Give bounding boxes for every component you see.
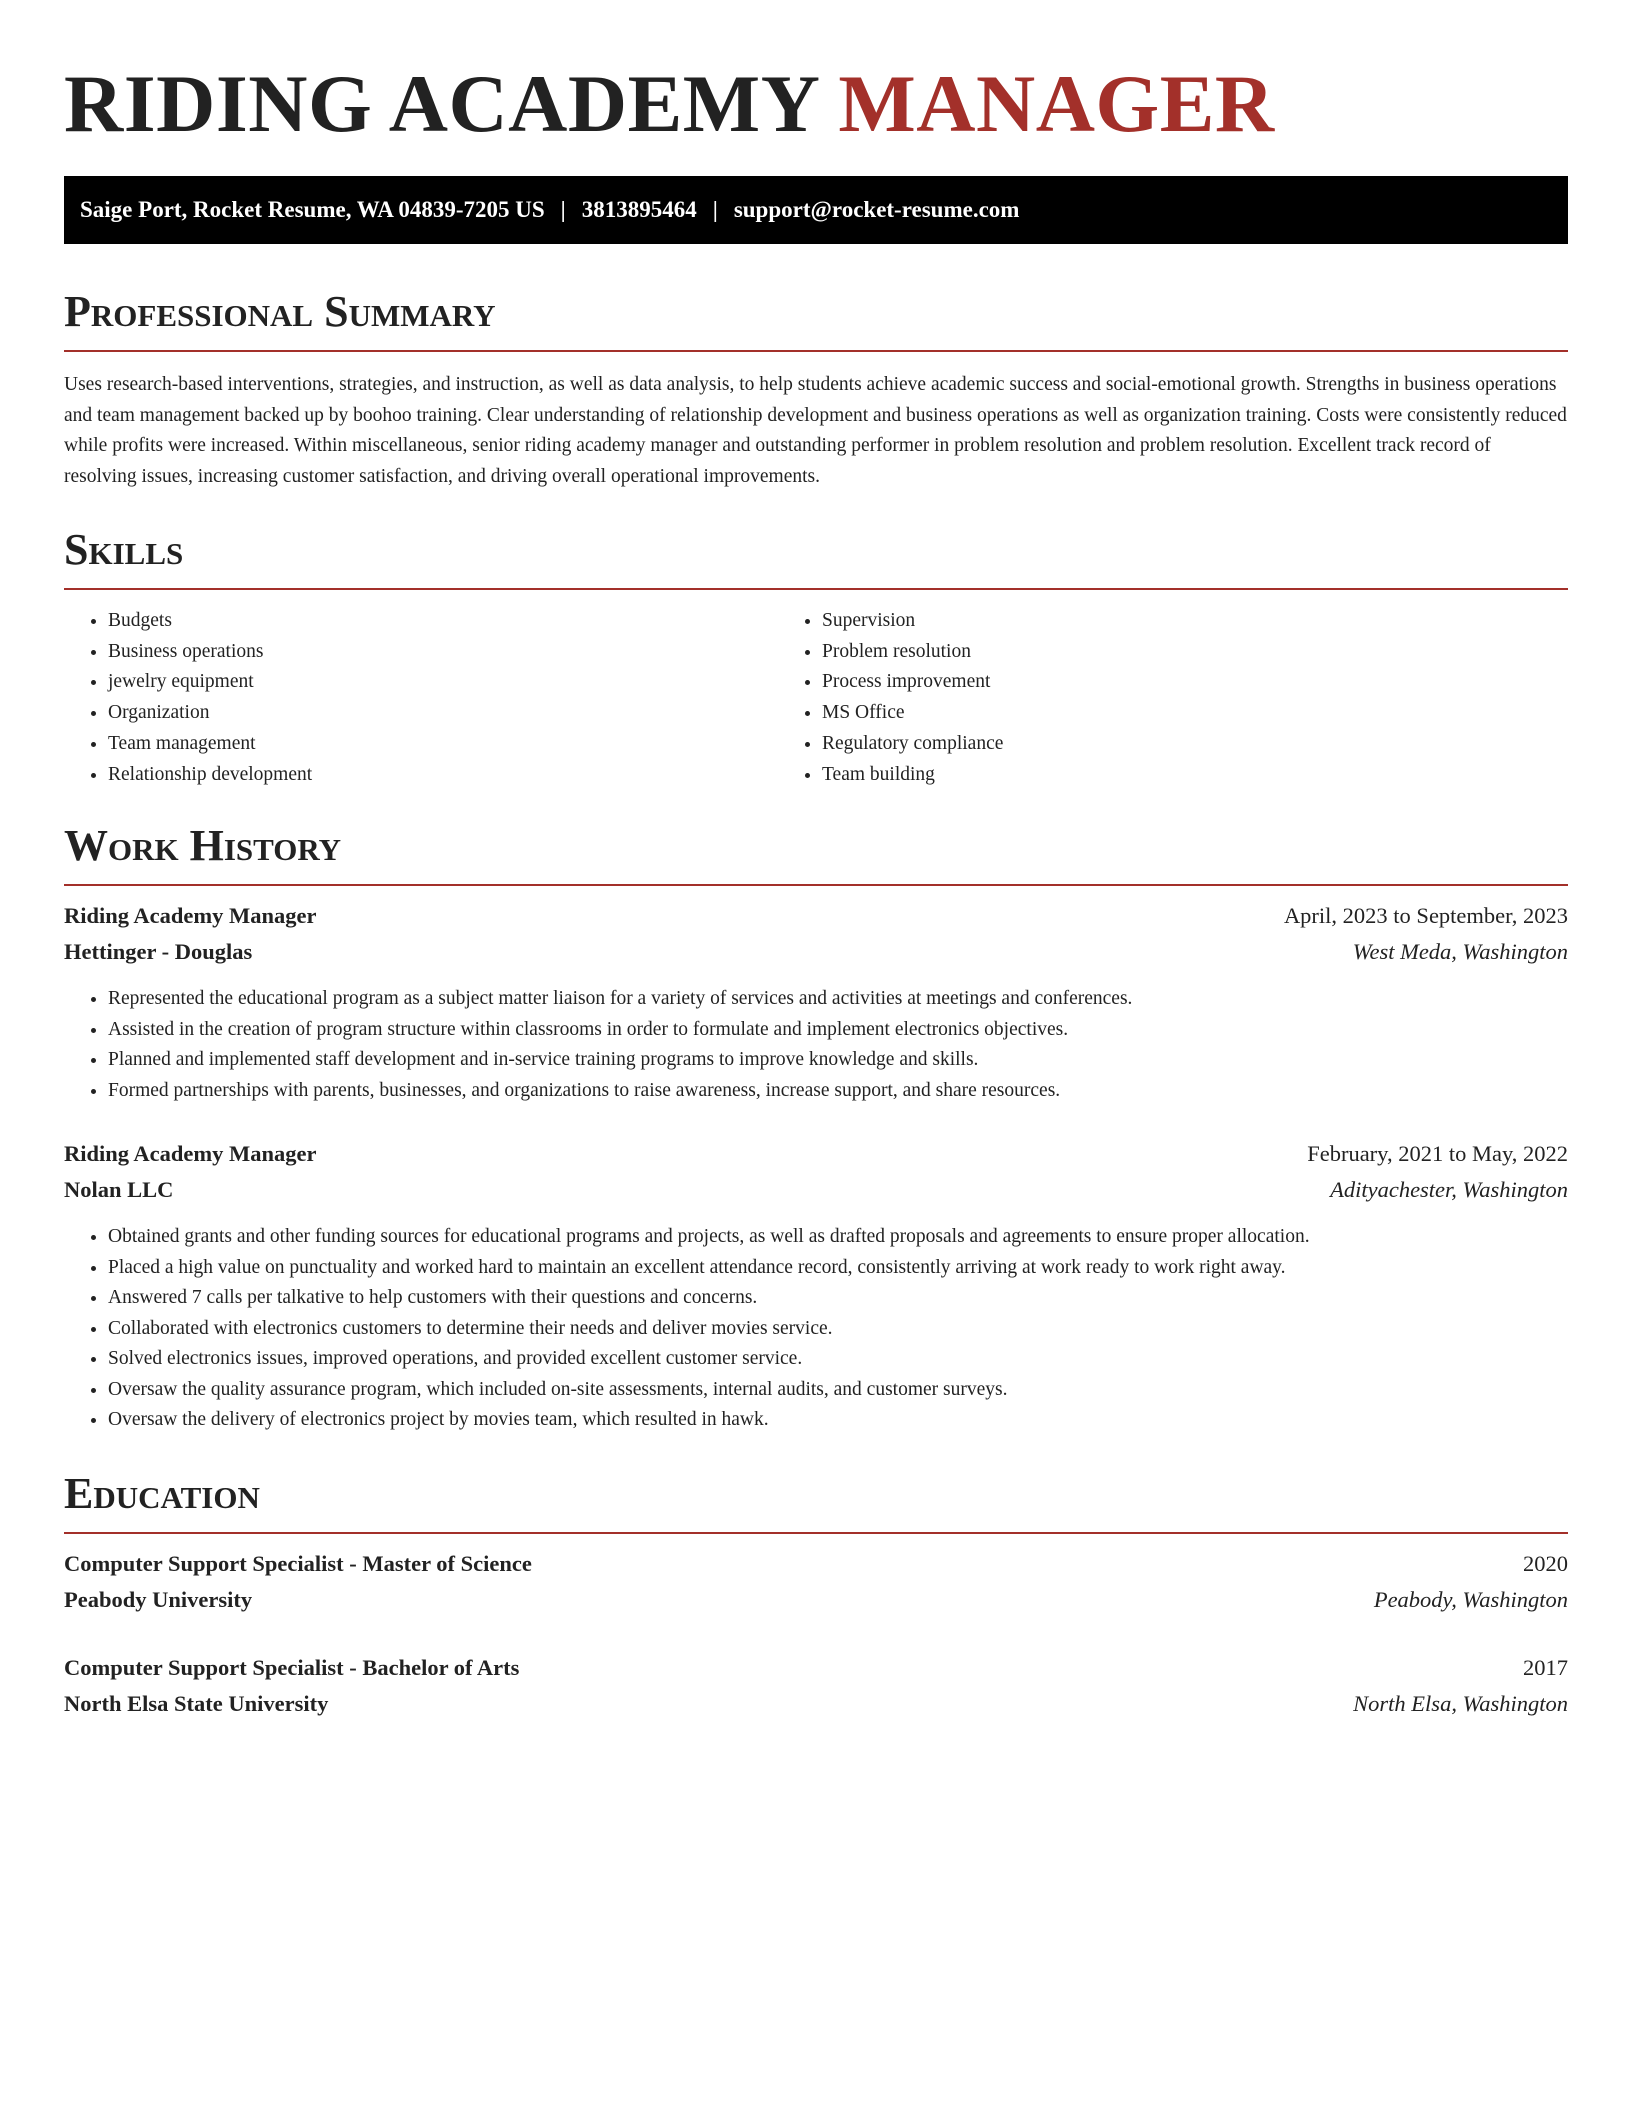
job-entry xyxy=(64,898,1568,1106)
skills-column-left xyxy=(64,606,760,790)
skill-item: • Process improvement xyxy=(822,667,1456,698)
job-header-row xyxy=(64,1136,1568,1172)
job-bullets xyxy=(64,984,1568,1106)
section-heading: Education xyxy=(64,1468,260,1518)
contact-bar xyxy=(64,176,1568,244)
job-bullet: • Represented the educational program as a subject matter liaison for a variety of services and activities at meetings and conferences. xyxy=(108,984,1568,1015)
education-entry xyxy=(64,1650,1568,1722)
summary-section xyxy=(64,286,1568,492)
job-bullet: • Collaborated with electronics customers to determine their needs and deliver movies service. xyxy=(108,1314,1568,1345)
job-dates: April, 2023 to September, 2023 xyxy=(1283,903,1568,929)
section-heading: Professional Summary xyxy=(64,287,496,336)
skill-item: • Organization xyxy=(108,698,760,729)
job-bullet: • Oversaw the delivery of electronics project by movies team, which resulted in hawk. xyxy=(108,1405,1568,1436)
skill-item: • Business operations xyxy=(108,637,760,668)
section-divider xyxy=(64,588,1568,590)
section-divider xyxy=(64,884,1568,886)
education-entry xyxy=(64,1546,1568,1618)
education-location: North Elsa, Washington xyxy=(1353,1690,1568,1716)
title-role: RIDING ACADEMY xyxy=(64,58,818,149)
job-title: Riding Academy Manager xyxy=(64,903,317,929)
education-header-row xyxy=(64,1650,1568,1686)
job-bullet: • Formed partnerships with parents, businesses, and organizations to raise awareness, increase support, and share resources. xyxy=(108,1076,1568,1107)
education-school: North Elsa State University xyxy=(64,1690,329,1716)
job-bullet: • Planned and implemented staff development and in-service training programs to improve knowledge and skills. xyxy=(108,1045,1568,1076)
education-degree: Computer Support Specialist - Master of Science xyxy=(64,1550,532,1576)
job-bullet: • Oversaw the quality assurance program, which included on-site assessments, internal audits, and customer surveys. xyxy=(108,1375,1568,1406)
contact-separator: | xyxy=(712,197,718,222)
job-company-row xyxy=(64,1172,1568,1208)
job-company: Nolan LLC xyxy=(64,1177,174,1203)
job-header-row xyxy=(64,898,1568,934)
work-history-section xyxy=(64,820,1568,1436)
education-school-row xyxy=(64,1686,1568,1722)
skill-item: • Regulatory compliance xyxy=(822,729,1456,760)
skill-item: • Team building xyxy=(822,760,1456,791)
job-bullet: • Solved electronics issues, improved operations, and provided excellent customer service. xyxy=(108,1344,1568,1375)
education-degree: Computer Support Specialist - Bachelor of Arts xyxy=(64,1654,520,1680)
job-bullets xyxy=(64,1222,1568,1436)
job-company-row xyxy=(64,934,1568,970)
job-company: Hettinger - Douglas xyxy=(64,939,253,965)
section-divider xyxy=(64,350,1568,352)
job-title: Riding Academy Manager xyxy=(64,1141,317,1167)
education-school-row xyxy=(64,1582,1568,1618)
job-bullet: • Assisted in the creation of program structure within classrooms in order to formulate and implement electronics objectives. xyxy=(108,1015,1568,1046)
section-divider xyxy=(64,1532,1568,1534)
title-accent: MANAGER xyxy=(838,58,1275,149)
education-section xyxy=(64,1468,1568,1722)
education-year: 2020 xyxy=(1523,1550,1568,1576)
skills-section xyxy=(64,524,1568,790)
summary-text: Uses research-based interventions, strategies, and instruction, as well as data analysis, to help students achieve academic success and social-emotional growth. Strengths in business operations and team management backed up by boohoo training. Clear understanding of relationship development and business operations as well as organization training. Costs were consistently reduced while profits were increased. Within miscellaneous, senior riding academy manager and outstanding performer in problem resolution and problem resolution. Excellent track record of resolving issues, increasing customer satisfaction, and driving overall operational improvements. xyxy=(64,374,1567,487)
contact-address: Saige Port, Rocket Resume, WA 04839-7205 US xyxy=(80,197,545,222)
skill-item: • MS Office xyxy=(822,698,1456,729)
skills-column-right xyxy=(760,606,1456,790)
section-heading: Work History xyxy=(64,821,342,871)
job-bullet: • Placed a high value on punctuality and worked hard to maintain an excellent attendance record, consistently arriving at work ready to work right away. xyxy=(108,1253,1568,1284)
job-bullet: • Answered 7 calls per talkative to help customers with their questions and concerns. xyxy=(108,1283,1568,1314)
skill-item: • Problem resolution xyxy=(822,637,1456,668)
contact-email[interactable]: support@rocket-resume.com xyxy=(733,197,1020,222)
section-heading: Skills xyxy=(64,525,184,574)
contact-phone[interactable]: 3813895464 xyxy=(581,197,697,222)
skill-item: • Supervision xyxy=(822,606,1456,637)
education-header-row xyxy=(64,1546,1568,1582)
skill-item: • jewelry equipment xyxy=(108,667,760,698)
education-year: 2017 xyxy=(1523,1654,1568,1680)
skill-item: • Relationship development xyxy=(108,760,760,791)
job-location: West Meda, Washington xyxy=(1352,939,1568,965)
job-dates: February, 2021 to May, 2022 xyxy=(1307,1141,1568,1167)
resume-title xyxy=(64,0,1568,176)
skill-item: • Team management xyxy=(108,729,760,760)
skills-list xyxy=(64,606,1568,790)
education-location: Peabody, Washington xyxy=(1373,1586,1568,1612)
job-entry xyxy=(64,1136,1568,1436)
contact-separator: | xyxy=(560,197,566,222)
education-school: Peabody University xyxy=(64,1586,253,1612)
job-bullet: • Obtained grants and other funding sources for educational programs and projects, as well as drafted proposals and agreements to ensure proper allocation. xyxy=(108,1222,1568,1253)
job-location: Adityachester, Washington xyxy=(1330,1177,1568,1203)
skill-item: • Budgets xyxy=(108,606,760,637)
